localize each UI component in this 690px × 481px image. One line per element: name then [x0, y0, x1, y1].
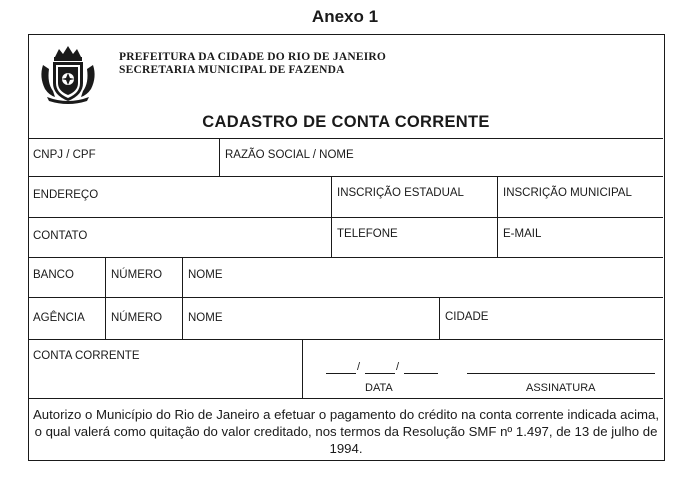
- city-field[interactable]: CIDADE: [445, 311, 489, 323]
- org-name-line2: SECRETARIA MUNICIPAL DE FAZENDA: [119, 64, 345, 76]
- row-divider: [29, 217, 663, 218]
- row-divider: [29, 297, 663, 298]
- cell-divider: [219, 138, 220, 176]
- cnpj-cpf-field[interactable]: CNPJ / CPF: [33, 149, 96, 161]
- cell-divider: [105, 257, 106, 339]
- address-field[interactable]: ENDEREÇO: [33, 189, 99, 201]
- cell-divider: [331, 176, 332, 257]
- current-account-form: [28, 34, 665, 461]
- branch-name-field[interactable]: NOME: [188, 312, 223, 324]
- date-separator: /: [396, 361, 400, 373]
- row-divider: [29, 398, 663, 399]
- cell-divider: [182, 257, 183, 339]
- bank-field[interactable]: BANCO: [33, 269, 74, 281]
- row-divider: [29, 176, 663, 177]
- form-title: CADASTRO DE CONTA CORRENTE: [202, 113, 490, 131]
- municipal-registration-field[interactable]: INSCRIÇÃO MUNICIPAL: [503, 187, 632, 199]
- date-label: DATA: [365, 382, 393, 394]
- date-day-blank[interactable]: [326, 373, 356, 374]
- date-year-blank[interactable]: [404, 373, 438, 374]
- cell-divider: [439, 297, 440, 339]
- date-separator: /: [357, 361, 361, 373]
- bank-name-field[interactable]: NOME: [188, 269, 223, 281]
- row-divider: [29, 138, 663, 139]
- annex-title: Anexo 1: [311, 7, 379, 26]
- cell-divider: [497, 176, 498, 257]
- phone-field[interactable]: TELEFONE: [337, 228, 398, 240]
- branch-field[interactable]: AGÊNCIA: [33, 312, 85, 324]
- cell-divider: [302, 339, 303, 398]
- contact-field[interactable]: CONTATO: [33, 230, 88, 242]
- row-divider: [29, 339, 663, 340]
- branch-number-field[interactable]: NÚMERO: [111, 312, 163, 324]
- company-name-field[interactable]: RAZÃO SOCIAL / NOME: [225, 149, 354, 161]
- signature-label: ASSINATURA: [526, 382, 596, 394]
- city-coat-of-arms-icon: [37, 43, 99, 105]
- current-account-field[interactable]: CONTA CORRENTE: [33, 350, 140, 362]
- bank-number-field[interactable]: NÚMERO: [111, 269, 163, 281]
- org-name-line1: PREFEITURA DA CIDADE DO RIO DE JANEIRO: [119, 51, 387, 63]
- form-header: [29, 35, 663, 138]
- row-divider: [29, 257, 663, 258]
- signature-line[interactable]: [467, 373, 655, 374]
- date-month-blank[interactable]: [365, 373, 395, 374]
- state-registration-field[interactable]: INSCRIÇÃO ESTADUAL: [337, 187, 464, 199]
- authorization-statement: Autorizo o Município do Rio de Janeiro a efetuar o pagamento do crédito na conta corrente indicada acima, o qual valerá como quitação do valor creditado, nos termos da Resolução SMF nº 1.497, de 13 de julho de 1994.: [32, 407, 660, 456]
- email-field[interactable]: E-MAIL: [503, 228, 542, 240]
